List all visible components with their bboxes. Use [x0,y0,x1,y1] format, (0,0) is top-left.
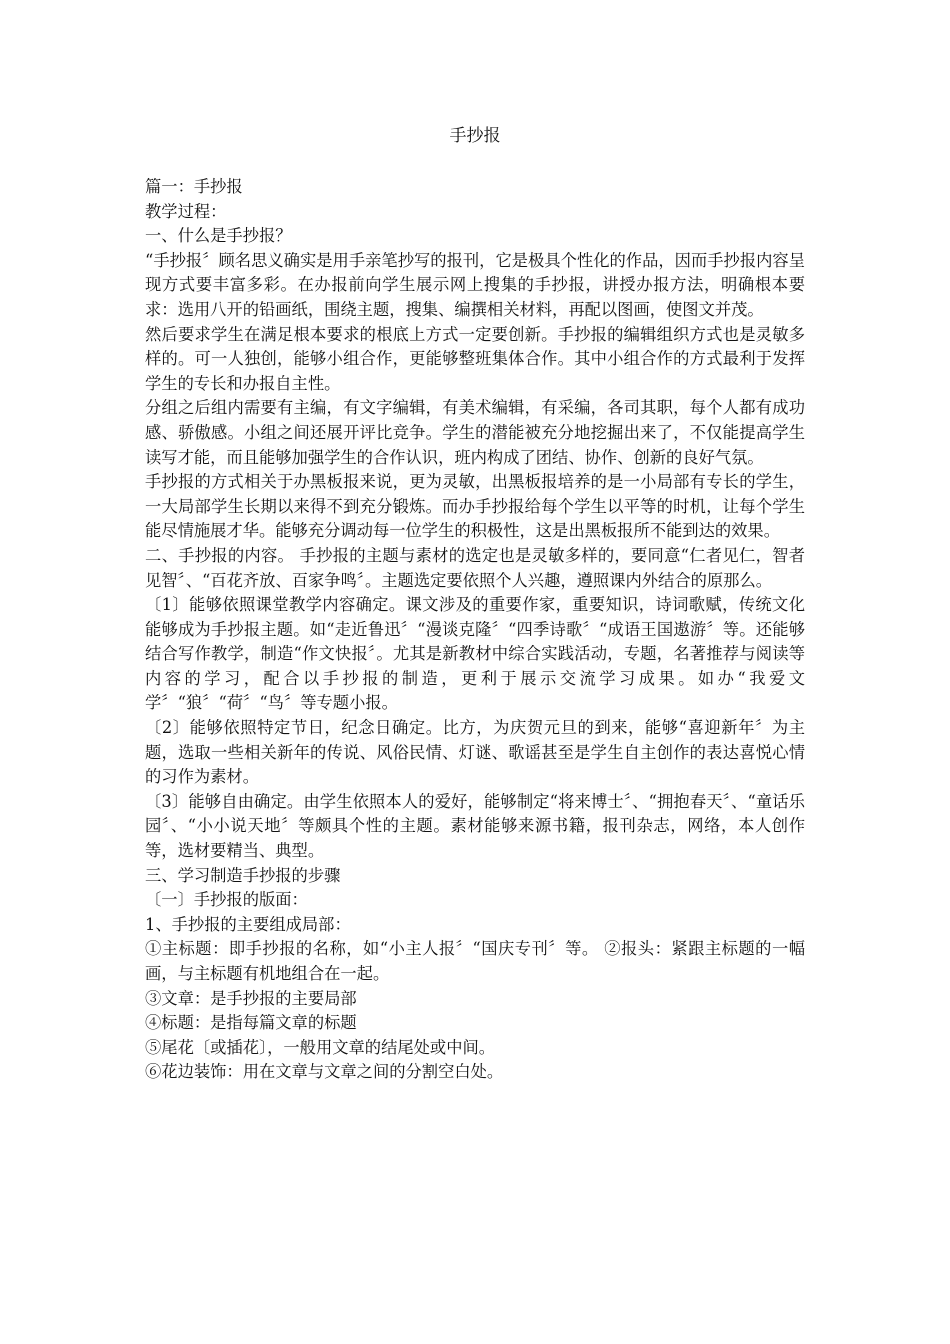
document-body [145,175,805,1085]
list-item: ⑤尾花〔或插花〕，一般用文章的结尾处或中间。 [145,1037,496,1057]
document-title: 手抄报 [449,126,501,146]
list-item: ④标题：是指每篇文章的标题 [145,1013,357,1033]
paragraph: 〔2〕能够依照特定节日，纪念日确定。比方，为庆贺元旦的到来，能够“喜迎新年〞为主题，选取一些相关新年的传说、风俗民情、灯谜、歌谣甚至是学生自主创作的表达喜悦心情的习作为素材。 [145,718,805,787]
list-item: ③文章：是手抄报的主要局部 [145,988,357,1008]
paragraph: “手抄报〞顾名思义确实是用手亲笔抄写的报刊，它是极具个性化的作品，因而手抄报内容呈现方式要丰富多彩。在办报前向学生展示网上搜集的手抄报，讲授办报方法，明确根本要求：选用八开的铅画纸，围绕主题，搜集、编撰相关材料，再配以图画，使图文并茂。 [145,250,805,319]
section-heading: 一、什么是手抄报？ [145,226,292,246]
paragraph: 二、手抄报的内容。 手抄报的主题与素材的选定也是灵敏多样的，要同意“仁者见仁，智者见智〞、“百花齐放、百家争鸣〞。主题选定要依照个人兴趣，遵照课内外结合的原那么。 [145,545,805,590]
paragraph: 〔3〕能够自由确定。由学生依照本人的爱好，能够制定“将来博士〞、“拥抱春天〞、“童话乐园〞、“小小说天地〞等颇具个性的主题。素材能够来源书籍，报刊杂志，网络，本人创作等，选材要精当、典型。 [145,791,805,861]
paragraph: 然后要求学生在满足根本要求的根底上方式一定要创新。手抄报的编辑组织方式也是灵敏多样的。可一人独创，能够小组合作，更能够整班集体合作。其中小组合作的方式最利于发挥学生的专长和办报自主性。 [145,324,805,393]
paragraph: 教学过程： [145,201,227,221]
subsection-heading: 〔一〕手抄报的版面： [145,890,308,910]
list-item: ①主标题：即手抄报的名称，如“小主人报〞“国庆专刊〞等。 ②报头：紧跟主标题的一幅画，与主标题有机地组合在一起。 [145,939,805,983]
paragraph: 〔1〕能够依照课堂教学内容确定。课文涉及的重要作家，重要知识，诗词歌赋，传统文化能够成为手抄报主题。如“走近鲁迅〞“漫谈克隆〞“四季诗歌〞“成语王国遨游〞等。还能够结合写作教学，制造“作文快报〞。尤其是新教材中综合实践活动，专题，名著推荐与阅读等内容的学习，配合以手抄报的制造，更利于展示交流学习成果。如办“我爱文学〞“狼〞“荷〞“鸟〞等专题小报。 [145,595,805,713]
paragraph: 手抄报的方式相关于办黑板报来说，更为灵敏，出黑板报培养的是一小局部有专长的学生，一大局部学生长期以来得不到充分锻炼。而办手抄报给每个学生以平等的时机，让每个学生能尽情施展才华。能够充分调动每一位学生的积极性，这是出黑板报所不能到达的效果。 [145,472,805,541]
paragraph: 分组之后组内需要有主编，有文字编辑，有美术编辑，有采编，各司其职，每个人都有成功感、骄傲感。小组之间还展开评比竞争。学生的潜能被充分地挖掘出来了，不仅能提高学生读写才能，而且能够加强学生的合作认识，班内构成了团结、协作、创新的良好气氛。 [145,398,805,467]
list-item: ⑥花边装饰：用在文章与文章之间的分割空白处。 [145,1062,504,1082]
section-heading: 篇一：手抄报 [145,177,243,196]
section-heading: 三、学习制造手抄报的步骤 [145,865,341,885]
subsection-heading: 1、手抄报的主要组成局部： [145,914,351,934]
